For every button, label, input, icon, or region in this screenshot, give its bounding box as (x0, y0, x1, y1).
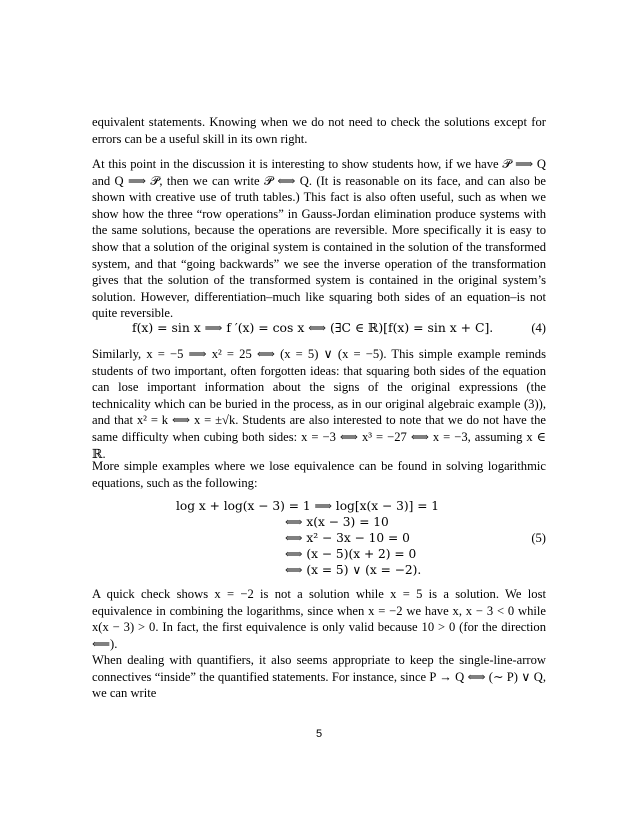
equation-5-line-5: ⟺ (x = 5) ∨ (x = −2). (285, 563, 422, 577)
paragraph-biconditional-discussion: At this point in the discussion it is interesting to show students how, if we have 𝒫 ⟹ Q and Q ⟹ 𝒫, then we can write 𝒫 ⟺ Q. (It is reasonable on its face, and can also be shown with creative use of truth tables.) This fact is also often useful, such as when we show how the three “row operations” in Gauss-Jordan elimination produce systems with the same solutions, because the operations are reversible. More specifically it is easy to show that a solution of the original system is contained in the solution of the transformed system, and that “going backwards” we see the inverse operation of the transformation gives that the solution of the transformed system is contained in the original system’s solution. However, differentiation–much like squaring both sides of an equation–is not quite reversible. (92, 157, 546, 321)
equation-5-line-4: ⟺ (x − 5)(x + 2) = 0 (285, 547, 417, 561)
equation-4-body: f(x) = sin x ⟹ f ′(x) = cos x ⟺ (∃C ∈ ℝ)[f(x) = sin x + C]. (132, 320, 494, 335)
page-number: 5 (315, 728, 323, 740)
equation-4 (92, 320, 546, 338)
paragraph-logarithmic-intro: More simple examples where we lose equivalence can be found in solving logarithmic equations, such as the following: (92, 459, 546, 490)
equation-5-line-3: ⟺ x² − 3x − 10 = 0 (285, 531, 410, 545)
paragraph-equivalent-statements: equivalent statements. Knowing when we do not need to check the solutions except for errors can be a useful skill in its own right. (92, 115, 546, 146)
equation-5-number: (5) (531, 531, 546, 545)
equation-5-line-1: log x + log(x − 3) = 1 ⟹ log[x(x − 3)] = 1 (176, 499, 440, 513)
equation-4-number: (4) (531, 321, 546, 335)
paragraph-quick-check: A quick check shows x = −2 is not a solution while x = 5 is a solution. We lost equivalence in combining the logarithms, since when x = −2 we have x, x − 3 < 0 while x(x − 3) > 0. In fact, the first equivalence is only valid because 10 > 0 (for the direction ⟸). (92, 587, 546, 651)
equation-5-line-2: ⟺ x(x − 3) = 10 (285, 515, 389, 529)
equation-5 (92, 498, 546, 582)
paragraph-quantifiers: When dealing with quantifiers, it also seems appropriate to keep the single-line-arrow connectives “inside” the quantified statements. For instance, since P → Q ⟺ (∼ P) ∨ Q, we can write (92, 653, 546, 701)
paragraph-squaring-example: Similarly, x = −5 ⟹ x² = 25 ⟺ (x = 5) ∨ (x = −5). This simple example reminds students of two important, often forgotten ideas: that squaring both sides of the equation can lose important information about the signs of the original expressions (the technicality which can be buried in the process, as in our original algebraic example (3)), and that x² = k ⟺ x = ±√k. Students are also interested to note that we do not have the same difficulty when cubing both sides: x = −3 ⟺ x³ = −27 ⟺ x = −3, assuming x ∈ ℝ. (92, 347, 546, 461)
